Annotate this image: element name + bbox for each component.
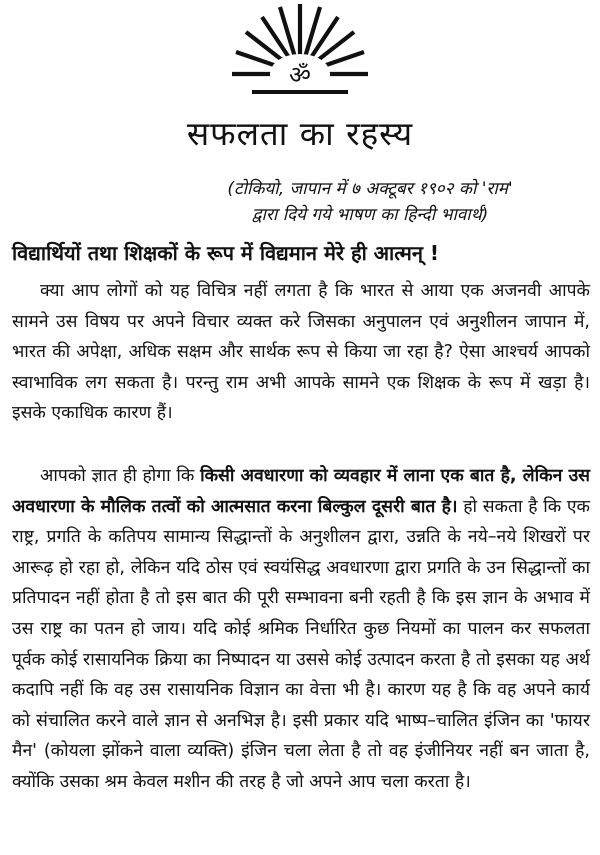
paragraph-2 [12,461,590,798]
paragraph-2-start: आपको ज्ञात ही होगा कि [40,466,201,486]
subtitle [150,176,590,228]
om-sunburst-logo [212,2,388,98]
subtitle-line-1: (टोकियो, जापान में ७ अक्टूबर १९०२ को 'राम' [227,179,513,199]
paragraph-2-emphasis: किसी अवधारणा को व्यवहार में लाना एक बात है, लेकिन उस अवधारणा के मौलिक तत्वों को आत्मसात करना बिल्कुल दूसरी बात है। [12,466,590,517]
paragraph-1 [12,276,590,429]
subtitle-line-2: द्वारा दिये गये भाषण का हिन्दी भावार्थ) [251,205,489,225]
paragraph-2-rest: हो सकता है कि एक राष्ट्र, प्रगति के कतिपय सामान्य सिद्धान्तों के अनुशीलन द्वारा, उन्नति के नये–नये शिखरों पर आरूढ़ हो रहा हो, लेकिन यदि ठोस एवं स्वयंसिद्ध अवधारणा द्वारा प्रगति के उन सिद्धान्तों का प्रतिपादन नहीं होता है तो इस बात की पूरी सम्भावना बनी रहती है कि इस ज्ञान के अभाव में उस राष्ट्र का पतन हो जाय। यदि कोई श्रमिक निर्धारित कुछ नियमों का पालन कर सफलता पूर्वक कोई रासायनिक क्रिया का निष्पादन या उससे कोई उत्पादन करता है तो इसका यह अर्थ कदापि नहीं कि वह उस रासायनिक विज्ञान का वेत्ता भी है। कारण यह है कि वह अपने कार्य को संचालित करने वाले ज्ञान से अनभिज्ञ है। इसी प्रकार यदि भाष्प–चालित इंजिन का 'फायर मैन' (कोयला झोंकने वाला व्यक्ति) इंजिन चला लेता है तो वह इंजीनियर नहीं बन जाता है, क्योंकि उसका श्रम केवल मशीन की तरह है जो अपने आप चला करता है। [12,496,590,792]
page-title: सफलता का रहस्य [186,114,414,153]
salutation: विद्यार्थियों तथा शिक्षकों के रूप में विद्यमान मेरे ही आत्मन् ! [12,241,440,265]
logo-base-line [252,90,348,94]
om-symbol: ॐ [289,61,311,89]
paragraph-1-text: क्या आप लोगों को यह विचित्र नहीं लगता है कि भारत से आया एक अजनवी आपके सामने उस विषय पर अपने विचार व्यक्त करे जिसका अनुपालन एवं अनुशीलन जापान में, भारत की अपेक्षा, अधिक सक्षम और सार्थक रूप से किया जा रहा है? ऐसा आश्चर्य आपको स्वाभाविक लग सकता है। परन्तु राम अभी आपके सामने एक शिक्षक के रूप में खड़ा है। इसके एकाधिक कारण हैं। [12,281,590,424]
